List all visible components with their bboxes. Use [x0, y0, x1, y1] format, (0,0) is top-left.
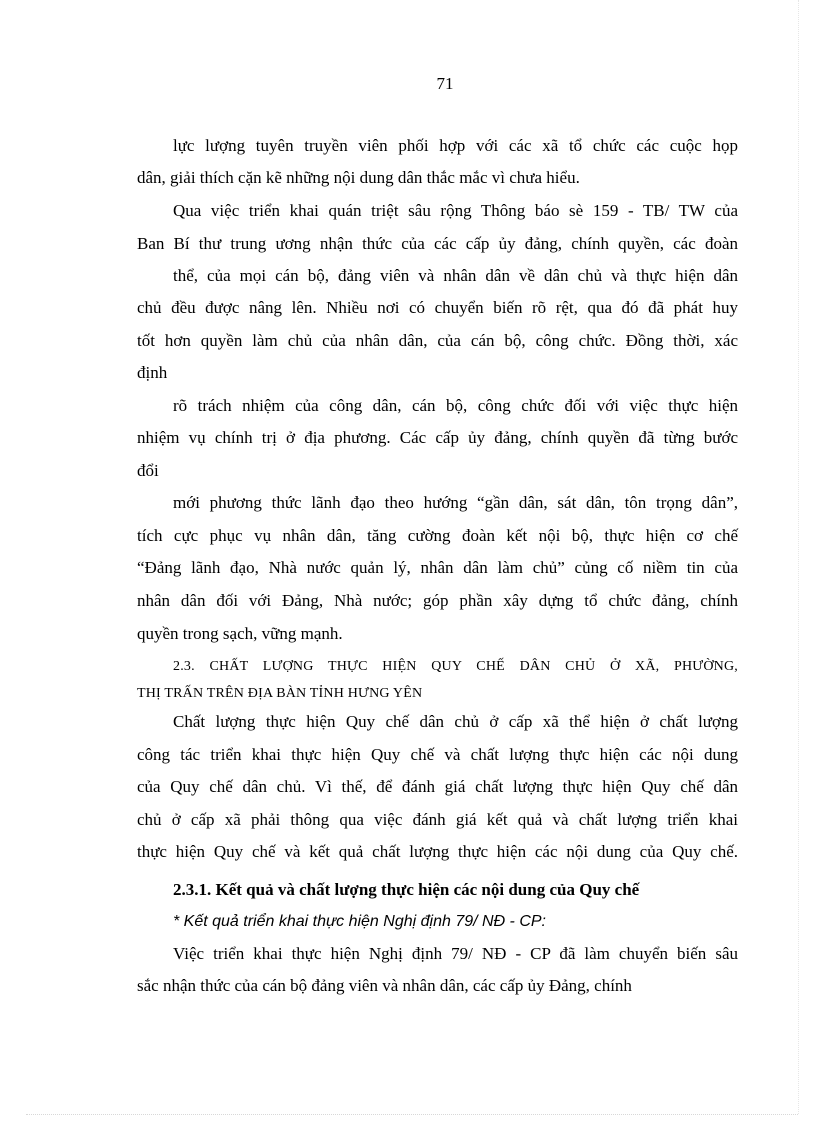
- body-line: “Đảng lãnh đạo, Nhà nước quản lý, nhân dân làm chủ” củng cố niềm tin của: [137, 558, 738, 577]
- body-line: dân, giải thích cặn kẽ những nội dung dân thắc mắc vì chưa hiểu.: [137, 168, 580, 187]
- body-line: tốt hơn quyền làm chủ của nhân dân, của cán bộ, công chức. Đồng thời, xác: [137, 331, 738, 350]
- body-line: lực lượng tuyên truyền viên phối hợp với các xã tổ chức các cuộc họp: [173, 136, 738, 155]
- italic-subheading: * Kết quả triển khai thực hiện Nghị định 79/ NĐ - CP:: [173, 913, 546, 930]
- page-border-bottom: [26, 1114, 798, 1115]
- body-line: đổi: [137, 461, 159, 480]
- subsection-heading: 2.3.1. Kết quả và chất lượng thực hiện các nội dung của Quy chế: [173, 880, 640, 899]
- body-line: thực hiện Quy chế và kết quả chất lượng thực hiện các nội dung của Quy chế.: [137, 842, 738, 861]
- body-line: công tác triển khai thực hiện Quy chế và chất lượng thực hiện các nội dung: [137, 745, 738, 764]
- body-line: nhiệm vụ chính trị ở địa phương. Các cấp ủy đảng, chính quyền đã từng bước: [137, 428, 738, 447]
- body-line: sắc nhận thức của cán bộ đảng viên và nhân dân, các cấp ủy Đảng, chính: [137, 976, 632, 995]
- body-line: Việc triển khai thực hiện Nghị định 79/ NĐ - CP đã làm chuyển biến sâu: [173, 944, 738, 963]
- body-line: mới phương thức lãnh đạo theo hướng “gần dân, sát dân, tôn trọng dân”,: [173, 493, 738, 512]
- page-border-right: [798, 0, 799, 1114]
- body-line: nhân dân đối với Đảng, Nhà nước; góp phần xây dựng tổ chức đảng, chính: [137, 591, 738, 610]
- body-line: Qua việc triển khai quán triệt sâu rộng Thông báo sè 159 - TB/ TW của: [173, 201, 738, 220]
- section-heading-line: 2.3. CHẤT LƯỢNG THỰC HIỆN QUY CHẾ DÂN CHỦ Ở XÃ, PHƯỜNG,: [173, 659, 738, 674]
- body-line: Ban Bí thư trung ương nhận thức của các cấp ủy đảng, chính quyền, các đoàn: [137, 234, 738, 253]
- body-line: rõ trách nhiệm của công dân, cán bộ, công chức đối với việc thực hiện: [173, 396, 738, 415]
- page-number: 71: [436, 74, 454, 93]
- body-line: của Quy chế dân chủ. Vì thế, để đánh giá chất lượng thực hiện Quy chế dân: [137, 777, 738, 796]
- body-line: quyền trong sạch, vững mạnh.: [137, 624, 343, 643]
- body-line: chủ đều được nâng lên. Nhiều nơi có chuyển biến rõ rệt, qua đó đã phát huy: [137, 298, 738, 317]
- body-line: tích cực phục vụ nhân dân, tăng cường đoàn kết nội bộ, thực hiện cơ chế: [137, 526, 738, 545]
- section-heading-line: THỊ TRẤN TRÊN ĐỊA BÀN TỈNH HƯNG YÊN: [137, 686, 423, 701]
- body-line: Chất lượng thực hiện Quy chế dân chủ ở cấp xã thể hiện ở chất lượng: [173, 712, 738, 731]
- body-line: chủ ở cấp xã phải thông qua việc đánh giá kết quả và chất lượng triển khai: [137, 810, 738, 829]
- body-line: định: [137, 363, 168, 382]
- body-line: thể, của mọi cán bộ, đảng viên và nhân dân về dân chủ và thực hiện dân: [173, 266, 738, 285]
